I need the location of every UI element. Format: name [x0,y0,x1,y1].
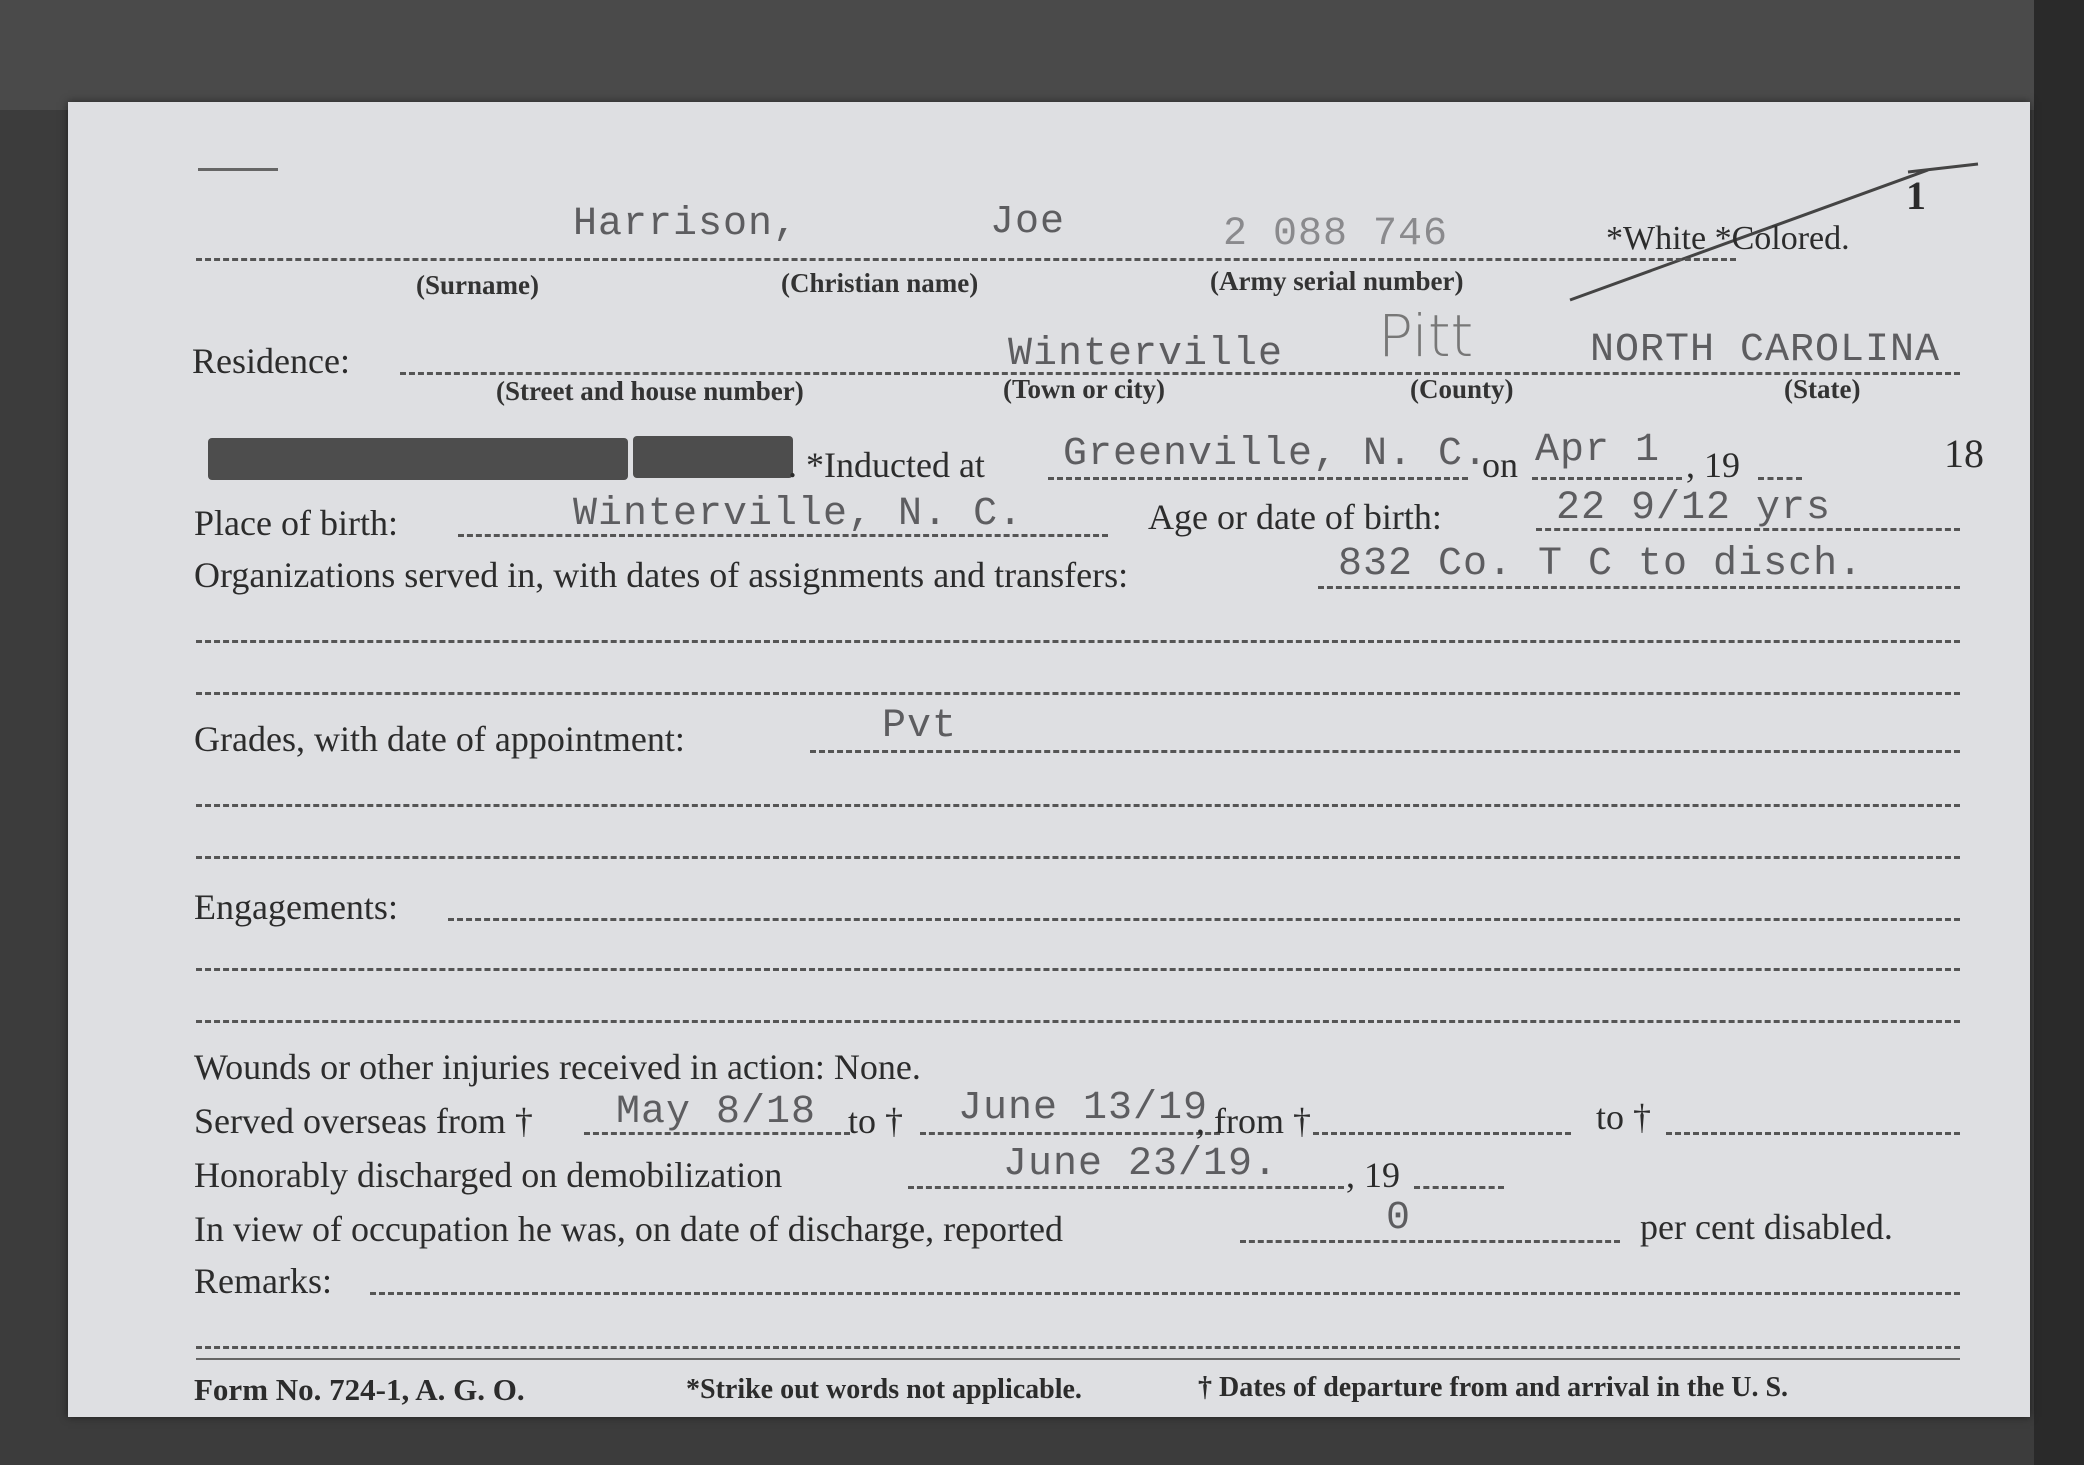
birth-place-value: Winterville, N. C. [573,492,1024,537]
on-label: on [1482,445,1518,485]
organizations-line-3 [196,692,1960,695]
served-from-value: May 8/18 [616,1090,817,1135]
grades-line [810,750,1960,753]
occupation-label: In view of occupation he was, on date of discharge, reported [194,1209,1064,1249]
grades-label: Grades, with date of appointment: [194,719,685,759]
remarks-line [370,1292,1960,1295]
engagements-line [448,918,1960,921]
discharged-label: Honorably discharged on demobilization [194,1155,783,1195]
race-options: *White *Colored. [1606,220,1850,257]
grade-value: Pvt [882,704,958,749]
christian-name-caption: (Christian name) [781,268,979,298]
state-caption: (State) [1784,374,1861,404]
age-label: Age or date of birth: [1148,497,1442,537]
state-value: NORTH CAROLINA [1590,328,1941,373]
inducted-label: . *Inducted at [788,445,985,485]
enlisted-redaction [208,438,628,480]
county-value: Pitt [1378,302,1474,370]
from-label: , from † [1196,1101,1311,1141]
to-line-2 [1666,1132,1960,1135]
served-to-value: June 13/19 [958,1086,1209,1131]
serial-caption: (Army serial number) [1210,266,1464,296]
service-record-card [68,102,2030,1417]
grades-line-3 [196,856,1960,859]
remarks-solid-line [196,1358,1960,1360]
from-line [1313,1132,1571,1135]
remarks-label: Remarks: [194,1261,332,1301]
background-right [2034,0,2084,1465]
wounds-text: Wounds or other injuries received in action: None. [194,1047,921,1087]
inducted-date-value: Apr 1 [1535,428,1661,473]
surname-value: Harrison, [573,202,799,247]
served-label: Served overseas from † [194,1101,533,1141]
form-number: Form No. 724-1, A. G. O. [194,1372,525,1407]
inducted-year-value: 18 [1944,431,1984,476]
name-line [196,258,1736,261]
town-caption: (Town or city) [1003,374,1165,404]
remarks-line-2 [196,1346,1960,1349]
engagements-label: Engagements: [194,887,398,927]
discharged-year-line [1414,1186,1504,1189]
age-value: 22 9/12 yrs [1556,486,1832,531]
disabled-value: 0 [1386,1196,1412,1241]
discharged-date-value: June 23/19. [1003,1142,1279,1187]
birth-place-label: Place of birth: [194,503,398,543]
organizations-line-2 [196,640,1960,643]
town-value: Winterville [1008,332,1284,377]
enlisted-redaction-2 [633,436,793,478]
grades-line-2 [196,804,1960,807]
engagements-line-2 [196,968,1960,971]
organizations-label: Organizations served in, with dates of assignments and transfers: [194,555,1129,595]
discharged-year: , 19 [1346,1155,1400,1195]
footnote-dates: † Dates of departure from and arrival in the U. S. [1198,1372,1789,1403]
background-top [0,0,2084,110]
street-caption: (Street and house number) [496,376,804,406]
county-caption: (County) [1410,374,1514,404]
year-prefix: , 19 [1686,445,1740,485]
disabled-label: per cent disabled. [1640,1207,1893,1247]
surname-caption: (Surname) [416,270,539,300]
footnote-strike: *Strike out words not applicable. [686,1374,1082,1405]
served-to-line [920,1132,1220,1135]
top-left-dash [198,168,278,171]
organizations-value: 832 Co. T C to disch. [1338,542,1864,587]
inducted-place-value: Greenville, N. C. [1063,432,1489,477]
date-line [1532,477,1682,480]
card-number: 1 [1906,173,1926,218]
residence-label: Residence: [192,341,350,381]
serial-number-value: 2 088 746 [1223,212,1449,257]
engagements-line-3 [196,1020,1960,1023]
to-label-2: to † [1596,1097,1652,1137]
occupation-line [1240,1240,1620,1243]
year-line [1758,477,1802,480]
christian-name-value: Joe [990,200,1066,245]
inducted-line [1048,477,1468,480]
to-label: to † [848,1101,904,1141]
